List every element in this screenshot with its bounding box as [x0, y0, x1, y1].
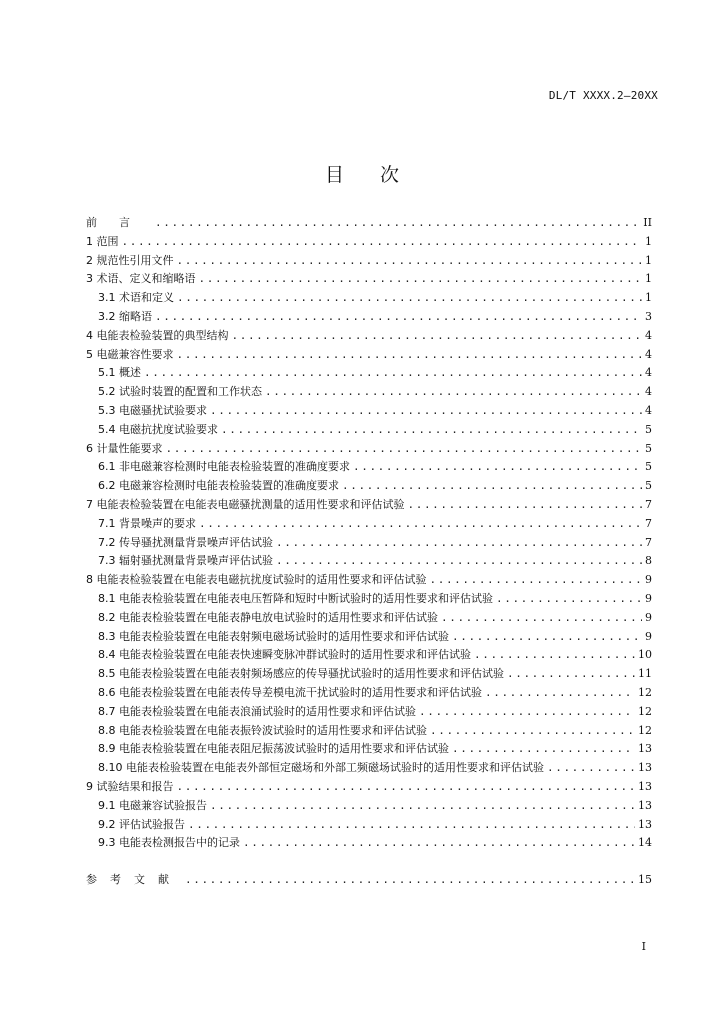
- toc-leader-dots: [199, 270, 643, 289]
- toc-leader-dots: [276, 552, 642, 571]
- toc-entry-page: 5: [645, 479, 652, 493]
- toc-entry-6[interactable]: [86, 440, 652, 459]
- toc-entry-page: 15: [638, 873, 652, 887]
- toc-entry-7-1[interactable]: [86, 515, 652, 534]
- toc-entry-label: 8.2 电能表检验装置在电能表静电放电试验时的适用性要求和评估试验: [98, 610, 438, 624]
- toc-entry-9[interactable]: [86, 778, 652, 797]
- toc-leader-dots: [496, 590, 642, 609]
- toc-leader-dots: [441, 609, 642, 628]
- toc-entry-page: 4: [645, 347, 652, 361]
- document-code: DL/T XXXX.2—20XX: [548, 89, 658, 102]
- toc-entry-5-4[interactable]: [86, 421, 652, 440]
- toc-entry-page: 9: [645, 591, 652, 605]
- toc-entry-page: 9: [645, 629, 652, 643]
- toc-entry-8-6[interactable]: [86, 684, 652, 703]
- toc-entry-6-1[interactable]: [86, 458, 652, 477]
- toc-entry-label: 8.9 电能表检验装置在电能表阻尼振荡波试验时的适用性要求和评估试验: [98, 742, 449, 756]
- toc-entry-label: 8.8 电能表检验装置在电能表振铃波试验时的适用性要求和评估试验: [98, 723, 427, 737]
- toc-entry-label: 6 计量性能要求: [86, 441, 163, 455]
- toc-entry-page: 4: [645, 328, 652, 342]
- toc-entry-2[interactable]: [86, 252, 652, 271]
- toc-leader-dots: [452, 740, 635, 759]
- toc-entry-7-2[interactable]: [86, 534, 652, 553]
- toc-leader-dots: [485, 684, 635, 703]
- toc-leader-dots: [419, 703, 635, 722]
- toc-entry-7[interactable]: [86, 496, 652, 515]
- toc-entry-label: 前言: [86, 216, 152, 229]
- toc-entry-8-2[interactable]: [86, 609, 652, 628]
- toc-leader-dots: [166, 440, 643, 459]
- page-number: I: [641, 940, 646, 953]
- toc-entry-9-2[interactable]: [86, 816, 652, 835]
- toc-entry-label: 9.3 电能表检测报告中的记录: [98, 836, 240, 850]
- toc-leader-dots: [507, 665, 635, 684]
- toc-leader-dots: [452, 628, 642, 647]
- toc-entry-label: 6.1 非电磁兼容检测时电能表检验装置的准确度要求: [98, 460, 350, 474]
- toc-leader-dots: [177, 289, 642, 308]
- toc-entry-label: 6.2 电磁兼容检测时电能表检验装置的准确度要求: [98, 479, 339, 493]
- toc-entry-label: 8.7 电能表检验装置在电能表浪涌试验时的适用性要求和评估试验: [98, 704, 416, 718]
- toc-leader-dots: [155, 308, 642, 327]
- toc-leader-dots: [353, 458, 642, 477]
- toc-leader-dots: [276, 534, 642, 553]
- toc-entry-page: 9: [645, 610, 652, 624]
- toc-leader-dots: [430, 722, 635, 741]
- toc-entry-page: 4: [645, 385, 652, 399]
- page-title: 目次: [324, 164, 435, 186]
- toc-entry-label: 8.3 电能表检验装置在电能表射频电磁场试验时的适用性要求和评估试验: [98, 629, 449, 643]
- toc-leader-dots: [177, 252, 643, 271]
- toc-entry-8[interactable]: [86, 571, 652, 590]
- toc-leader-dots: [232, 327, 643, 346]
- toc-leader-dots: [155, 214, 640, 233]
- toc-entry-page: II: [643, 216, 652, 229]
- toc-leader-dots: [474, 646, 635, 665]
- toc-entry-1[interactable]: [86, 233, 652, 252]
- toc-entry-7-3[interactable]: [86, 552, 652, 571]
- toc-leader-dots: [144, 364, 642, 383]
- toc-entry-page: 10: [638, 648, 652, 662]
- toc-entry-label: 5 电磁兼容性要求: [86, 347, 174, 361]
- toc-entry-page: 13: [638, 798, 652, 812]
- toc-entry-page: 12: [638, 685, 652, 699]
- toc-entry-page: 13: [638, 779, 652, 793]
- toc-entry-page: 1: [645, 291, 652, 305]
- toc-entry-3-1[interactable]: [86, 289, 652, 308]
- toc-leader-dots: [430, 571, 643, 590]
- table-of-contents: [86, 214, 652, 890]
- toc-entry-page: 4: [645, 403, 652, 417]
- toc-leader-dots: [342, 477, 642, 496]
- toc-entry-page: 13: [638, 817, 652, 831]
- toc-entry-8-10[interactable]: [86, 759, 652, 778]
- toc-entry-label: 3.1 术语和定义: [98, 291, 174, 305]
- toc-leader-dots: [199, 515, 642, 534]
- toc-leader-dots: [188, 816, 635, 835]
- toc-entry-label: 8 电能表检验装置在电能表电磁抗扰度试验时的适用性要求和评估试验: [86, 573, 427, 587]
- toc-entry-label: 1 范围: [86, 234, 119, 248]
- toc-entry-label: 参考文献: [86, 873, 182, 887]
- toc-leader-dots: [221, 421, 642, 440]
- toc-entry-8-1[interactable]: [86, 590, 652, 609]
- toc-entry-3-2[interactable]: [86, 308, 652, 327]
- toc-leader-dots: [547, 759, 635, 778]
- toc-entry-label: 7.1 背景噪声的要求: [98, 516, 196, 530]
- toc-entry-page: 9: [645, 573, 652, 587]
- toc-entry-label: 8.6 电能表检验装置在电能表传导差模电流干扰试验时的适用性要求和评估试验: [98, 685, 482, 699]
- toc-entry-page: 13: [638, 761, 652, 775]
- toc-leader-dots: [122, 233, 643, 252]
- toc-entry-page: 7: [645, 535, 652, 549]
- toc-entry-label: 8.10 电能表检验装置在电能表外部恒定磁场和外部工频磁场试验时的适用性要求和评估试验: [98, 761, 544, 775]
- toc-entry-8-3[interactable]: [86, 628, 652, 647]
- toc-entry-label: 7.3 辐射骚扰测量背景噪声评估试验: [98, 554, 273, 568]
- toc-entry-page: 8: [645, 554, 652, 568]
- toc-leader-dots: [185, 871, 635, 890]
- toc-entry-label: 7.2 传导骚扰测量背景噪声评估试验: [98, 535, 273, 549]
- toc-entry-page: 1: [645, 272, 652, 286]
- toc-entry-page: 5: [645, 460, 652, 474]
- toc-entry-page: 5: [645, 441, 652, 455]
- toc-entry-foreword[interactable]: [86, 214, 652, 233]
- toc-entry-8-8[interactable]: [86, 722, 652, 741]
- toc-entry-label: 9 试验结果和报告: [86, 779, 174, 793]
- toc-entry-label: 3 术语、定义和缩略语: [86, 272, 196, 286]
- toc-leader-dots: [265, 383, 642, 402]
- toc-entry-page: 3: [645, 309, 652, 323]
- toc-entry-5[interactable]: [86, 346, 652, 365]
- toc-entry-8-9[interactable]: [86, 740, 652, 759]
- toc-entry-page: 12: [638, 704, 652, 718]
- toc-entry-5-3[interactable]: [86, 402, 652, 421]
- toc-entry-3[interactable]: [86, 270, 652, 289]
- toc-entry-label: 9.2 评估试验报告: [98, 817, 185, 831]
- toc-entry-label: 8.4 电能表检验装置在电能表快速瞬变脉冲群试验时的适用性要求和评估试验: [98, 648, 471, 662]
- toc-entry-5-2[interactable]: [86, 383, 652, 402]
- toc-entry-8-7[interactable]: [86, 703, 652, 722]
- toc-entry-page: 5: [645, 422, 652, 436]
- toc-entry-page: 14: [638, 836, 652, 850]
- toc-entry-label: 5.1 概述: [98, 366, 141, 380]
- toc-entry-6-2[interactable]: [86, 477, 652, 496]
- toc-entry-references[interactable]: [86, 871, 652, 890]
- toc-entry-page: 7: [645, 497, 652, 511]
- toc-entry-page: 1: [645, 234, 652, 248]
- toc-leader-dots: [210, 797, 635, 816]
- toc-entry-page: 12: [638, 723, 652, 737]
- toc-entry-9-1[interactable]: [86, 797, 652, 816]
- toc-entry-page: 11: [638, 667, 652, 681]
- toc-entry-8-4[interactable]: [86, 646, 652, 665]
- toc-entry-label: 8.1 电能表检验装置在电能表电压暂降和短时中断试验时的适用性要求和评估试验: [98, 591, 493, 605]
- toc-entry-label: 8.5 电能表检验装置在电能表射频场感应的传导骚扰试验时的适用性要求和评估试验: [98, 667, 504, 681]
- toc-entry-page: 13: [638, 742, 652, 756]
- toc-entry-label: 7 电能表检验装置在电能表电磁骚扰测量的适用性要求和评估试验: [86, 497, 405, 511]
- toc-entry-page: 1: [645, 253, 652, 267]
- toc-entry-label: 3.2 缩略语: [98, 309, 152, 323]
- toc-entry-label: 5.3 电磁骚扰试验要求: [98, 403, 207, 417]
- toc-entry-label: 4 电能表检验装置的典型结构: [86, 328, 229, 342]
- toc-entry-5-1[interactable]: [86, 364, 652, 383]
- toc-entry-9-3[interactable]: [86, 834, 652, 853]
- toc-leader-dots: [408, 496, 643, 515]
- toc-leader-dots: [177, 778, 636, 797]
- toc-entry-label: 5.2 试验时装置的配置和工作状态: [98, 385, 262, 399]
- toc-entry-label: 5.4 电磁抗扰度试验要求: [98, 422, 218, 436]
- toc-entry-page: 7: [645, 516, 652, 530]
- toc-entry-8-5[interactable]: [86, 665, 652, 684]
- toc-entry-page: 4: [645, 366, 652, 380]
- toc-leader-dots: [243, 834, 635, 853]
- toc-entry-label: 2 规范性引用文件: [86, 253, 174, 267]
- toc-leader-dots: [177, 346, 643, 365]
- toc-entry-4[interactable]: [86, 327, 652, 346]
- toc-entry-label: 9.1 电磁兼容试验报告: [98, 798, 207, 812]
- toc-leader-dots: [210, 402, 642, 421]
